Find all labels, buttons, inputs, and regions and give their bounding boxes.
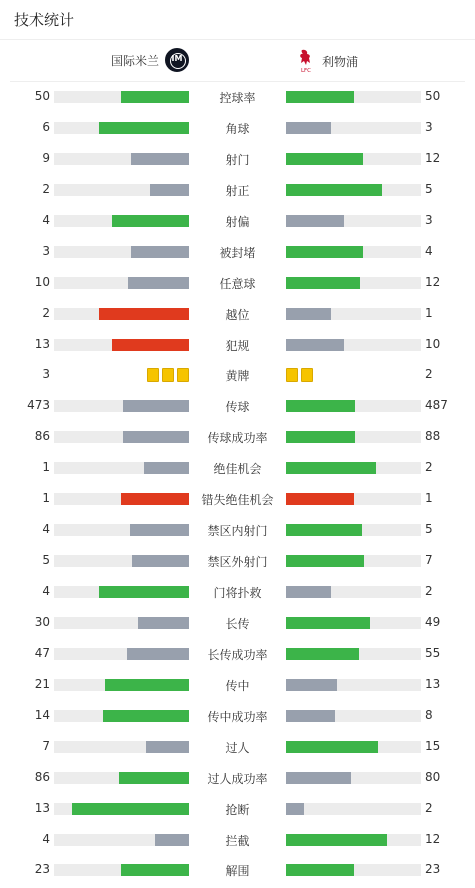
away-stat-value: 80 bbox=[425, 769, 441, 784]
away-stat-fill bbox=[286, 741, 378, 753]
stat-row bbox=[0, 82, 475, 113]
away-stat-value: 7 bbox=[425, 553, 433, 568]
home-stat-fill bbox=[72, 803, 189, 815]
stat-label: 控球率 bbox=[219, 91, 256, 105]
away-stat-value: 5 bbox=[425, 522, 433, 537]
yellow-card-icon bbox=[177, 368, 189, 382]
stat-row bbox=[0, 639, 475, 670]
away-stat-fill bbox=[286, 834, 387, 846]
home-stat-bar bbox=[54, 215, 189, 227]
away-stat-fill bbox=[286, 493, 354, 505]
stat-row bbox=[0, 732, 475, 763]
away-stat-bar bbox=[286, 339, 421, 351]
away-stat-bar bbox=[286, 431, 421, 443]
home-stat-value: 86 bbox=[34, 429, 50, 444]
home-stat-bar bbox=[54, 864, 189, 876]
away-stat-bar bbox=[286, 246, 421, 258]
stat-row bbox=[0, 453, 475, 484]
stat-row bbox=[0, 113, 475, 144]
away-stat-bar bbox=[286, 308, 421, 320]
home-stat-bar bbox=[54, 586, 189, 598]
away-stat-bar bbox=[286, 617, 421, 629]
home-stat-bar bbox=[54, 339, 189, 351]
stat-label: 长传成功率 bbox=[207, 647, 268, 662]
home-stat-bar bbox=[54, 277, 189, 289]
away-stat-fill bbox=[286, 586, 331, 598]
away-stat-bar bbox=[286, 493, 421, 505]
away-stat-value: 50 bbox=[425, 89, 441, 103]
home-stat-fill bbox=[146, 741, 189, 753]
home-stat-fill bbox=[99, 586, 189, 598]
away-yellow-cards bbox=[286, 368, 313, 382]
teams-bar bbox=[10, 40, 465, 82]
stat-row bbox=[0, 206, 475, 237]
stat-row bbox=[0, 330, 475, 361]
stat-row bbox=[0, 268, 475, 299]
home-stat-bar bbox=[54, 400, 189, 412]
stat-label: 禁区内射门 bbox=[207, 524, 268, 539]
stat-label: 抢断 bbox=[225, 802, 250, 817]
away-stat-fill bbox=[286, 864, 354, 876]
home-stat-bar bbox=[54, 524, 189, 536]
home-stat-fill bbox=[131, 246, 189, 258]
stat-row bbox=[0, 299, 475, 330]
home-stat-fill bbox=[131, 153, 189, 165]
stat-label: 射正 bbox=[225, 183, 250, 198]
stat-label: 越位 bbox=[225, 307, 250, 322]
away-stat-value: 23 bbox=[425, 862, 441, 877]
home-stat-fill bbox=[132, 555, 189, 567]
away-stat-fill bbox=[286, 339, 344, 351]
home-stat-value: 4 bbox=[42, 584, 50, 598]
away-stat-fill bbox=[286, 710, 335, 722]
away-stat-bar bbox=[286, 400, 421, 412]
away-stat-bar bbox=[286, 834, 421, 846]
away-stat-fill bbox=[286, 400, 355, 412]
home-stat-value: 14 bbox=[34, 707, 50, 722]
away-stat-value: 487 bbox=[425, 398, 448, 413]
home-stat-fill bbox=[155, 834, 189, 846]
away-stat-bar bbox=[286, 648, 421, 660]
away-stat-value: 12 bbox=[425, 831, 441, 846]
home-stat-value: 7 bbox=[42, 738, 50, 753]
stat-row bbox=[0, 422, 475, 453]
home-stat-value: 21 bbox=[34, 676, 50, 691]
away-stat-bar bbox=[286, 586, 421, 598]
home-stat-value: 9 bbox=[42, 150, 50, 165]
home-stat-bar bbox=[54, 153, 189, 165]
stat-row bbox=[0, 577, 475, 608]
away-stat-value: 2 bbox=[425, 460, 433, 475]
stat-label: 黄牌 bbox=[225, 369, 250, 384]
home-stat-bar bbox=[54, 246, 189, 258]
yellow-card-icon bbox=[301, 368, 313, 382]
stat-row bbox=[0, 855, 475, 886]
away-stat-bar bbox=[286, 864, 421, 876]
away-stat-bar bbox=[286, 803, 421, 815]
stat-label: 传中 bbox=[225, 678, 250, 693]
away-stat-fill bbox=[286, 462, 376, 474]
stat-label: 门将扑救 bbox=[213, 586, 262, 600]
stat-row bbox=[0, 237, 475, 268]
home-stat-value: 10 bbox=[34, 274, 50, 289]
home-stat-fill bbox=[99, 122, 189, 134]
away-stat-value: 12 bbox=[425, 274, 441, 289]
home-stat-value: 13 bbox=[34, 800, 50, 815]
home-stat-value: 6 bbox=[42, 119, 50, 134]
stat-row bbox=[0, 484, 475, 515]
home-team-name: 国际米兰 bbox=[110, 53, 159, 68]
stat-label: 角球 bbox=[225, 121, 250, 136]
stat-row bbox=[0, 515, 475, 546]
away-stat-fill bbox=[286, 277, 360, 289]
stat-label: 绝佳机会 bbox=[213, 462, 262, 477]
stat-label: 任意球 bbox=[219, 276, 256, 291]
yellow-card-icon bbox=[162, 368, 174, 382]
home-stat-fill bbox=[123, 400, 189, 412]
home-stat-value: 23 bbox=[34, 862, 50, 877]
stat-label: 解围 bbox=[225, 864, 250, 879]
away-stat-value: 2 bbox=[425, 800, 433, 815]
away-stat-bar bbox=[286, 184, 421, 196]
stats-header bbox=[0, 0, 475, 40]
away-stat-value: 55 bbox=[425, 645, 441, 660]
stat-label: 射偏 bbox=[225, 214, 250, 229]
away-stat-value: 88 bbox=[425, 429, 441, 444]
home-stat-bar bbox=[54, 493, 189, 505]
home-stat-value: 3 bbox=[42, 243, 50, 258]
away-stat-bar bbox=[286, 215, 421, 227]
away-stat-bar bbox=[286, 772, 421, 784]
stat-row bbox=[0, 608, 475, 639]
away-stat-value: 4 bbox=[425, 243, 433, 258]
away-team[interactable] bbox=[296, 48, 358, 74]
home-stat-value: 1 bbox=[42, 491, 50, 506]
home-stat-bar bbox=[54, 803, 189, 815]
home-stat-bar bbox=[54, 741, 189, 753]
home-stat-fill bbox=[121, 864, 189, 876]
away-stat-bar bbox=[286, 555, 421, 567]
away-stat-fill bbox=[286, 184, 382, 196]
home-stat-bar bbox=[54, 648, 189, 660]
away-stat-bar bbox=[286, 741, 421, 753]
stat-label: 禁区外射门 bbox=[207, 555, 268, 570]
away-stat-value: 1 bbox=[425, 305, 433, 320]
away-stat-value: 12 bbox=[425, 150, 441, 165]
away-stat-fill bbox=[286, 153, 363, 165]
home-stat-fill bbox=[127, 648, 189, 660]
home-stat-bar bbox=[54, 122, 189, 134]
home-stat-fill bbox=[99, 308, 189, 320]
stat-row bbox=[0, 794, 475, 825]
stat-label: 犯规 bbox=[225, 338, 250, 353]
yellow-card-icon bbox=[147, 368, 159, 382]
stat-row bbox=[0, 391, 475, 422]
home-stat-bar bbox=[54, 679, 189, 691]
stat-label: 传中成功率 bbox=[207, 709, 268, 724]
stat-label: 过人成功率 bbox=[207, 771, 268, 786]
home-stat-fill bbox=[150, 184, 189, 196]
stat-label: 被封堵 bbox=[219, 245, 256, 260]
home-stat-value: 30 bbox=[34, 614, 50, 629]
home-stat-bar bbox=[54, 617, 189, 629]
away-stat-fill bbox=[286, 555, 364, 567]
away-stat-fill bbox=[286, 246, 363, 258]
away-stat-bar bbox=[286, 710, 421, 722]
home-stat-value: 4 bbox=[42, 212, 50, 227]
home-stat-bar bbox=[54, 555, 189, 567]
stat-row bbox=[0, 360, 475, 391]
home-stat-value: 47 bbox=[34, 645, 50, 660]
yellow-card-icon bbox=[286, 368, 298, 382]
away-stat-value: 1 bbox=[425, 491, 433, 506]
home-stat-bar bbox=[54, 710, 189, 722]
home-stat-fill bbox=[119, 772, 189, 784]
home-team[interactable] bbox=[111, 48, 189, 72]
home-stat-value: 2 bbox=[42, 305, 50, 320]
home-stat-value: 13 bbox=[34, 336, 50, 351]
home-yellow-cards bbox=[147, 368, 189, 382]
away-stat-value: 15 bbox=[425, 738, 441, 753]
home-stat-fill bbox=[103, 710, 189, 722]
stats-list bbox=[0, 82, 475, 886]
away-stat-bar bbox=[286, 122, 421, 134]
home-stat-fill bbox=[121, 493, 189, 505]
home-stat-fill bbox=[130, 524, 189, 536]
away-stat-fill bbox=[286, 617, 370, 629]
home-stat-bar bbox=[54, 308, 189, 320]
home-stat-value: 473 bbox=[27, 398, 50, 413]
away-stat-value: 13 bbox=[425, 676, 441, 691]
stat-label: 传球成功率 bbox=[207, 431, 268, 446]
home-stat-value: 50 bbox=[34, 89, 50, 103]
stat-label: 拦截 bbox=[225, 833, 250, 848]
away-stat-value: 8 bbox=[425, 707, 433, 722]
home-stat-bar bbox=[54, 834, 189, 846]
home-stat-fill bbox=[144, 462, 189, 474]
away-stat-value: 49 bbox=[425, 614, 441, 629]
home-stat-value: 1 bbox=[42, 460, 50, 475]
away-stat-bar bbox=[286, 277, 421, 289]
home-stat-value: 5 bbox=[42, 553, 50, 568]
home-stat-fill bbox=[105, 679, 189, 691]
stat-label: 长传 bbox=[225, 616, 250, 631]
home-stat-bar bbox=[54, 772, 189, 784]
away-stat-value: 5 bbox=[425, 181, 433, 196]
page-title: 技术统计 bbox=[14, 11, 75, 29]
away-stat-bar bbox=[286, 679, 421, 691]
home-stat-value: 86 bbox=[34, 769, 50, 784]
stat-label: 传球 bbox=[225, 400, 250, 415]
stat-row bbox=[0, 175, 475, 206]
stat-row bbox=[0, 670, 475, 701]
home-stat-fill bbox=[112, 215, 189, 227]
home-stat-fill bbox=[128, 277, 189, 289]
away-stat-value: 3 bbox=[425, 212, 433, 227]
home-stat-value: 4 bbox=[42, 831, 50, 846]
stat-row bbox=[0, 144, 475, 175]
stat-label: 错失绝佳机会 bbox=[201, 493, 274, 508]
away-stat-bar bbox=[286, 153, 421, 165]
away-stat-fill bbox=[286, 215, 344, 227]
home-stat-value: 3 bbox=[42, 367, 50, 382]
home-stat-fill bbox=[112, 339, 189, 351]
away-stat-fill bbox=[286, 122, 331, 134]
away-team-name: 利物浦 bbox=[322, 54, 359, 69]
away-stat-fill bbox=[286, 524, 362, 536]
away-stat-value: 2 bbox=[425, 367, 433, 382]
away-stat-value: 10 bbox=[425, 336, 441, 351]
home-stat-fill bbox=[123, 431, 189, 443]
stat-row bbox=[0, 701, 475, 732]
stat-row bbox=[0, 763, 475, 794]
away-stat-fill bbox=[286, 679, 337, 691]
away-stat-bar bbox=[286, 462, 421, 474]
home-stat-value: 2 bbox=[42, 181, 50, 196]
home-stat-bar bbox=[54, 91, 189, 103]
away-stat-fill bbox=[286, 308, 331, 320]
home-stat-value: 4 bbox=[42, 522, 50, 537]
liverpool-logo-icon bbox=[296, 48, 316, 74]
away-stat-bar bbox=[286, 91, 421, 103]
stat-label: 射门 bbox=[225, 152, 250, 167]
stat-row bbox=[0, 546, 475, 577]
home-stat-bar bbox=[54, 184, 189, 196]
home-stat-fill bbox=[138, 617, 189, 629]
home-stat-fill bbox=[121, 91, 189, 103]
stat-label: 过人 bbox=[225, 740, 250, 755]
stat-row bbox=[0, 825, 475, 856]
svg-text:LFC: LFC bbox=[300, 68, 312, 74]
away-stat-bar bbox=[286, 524, 421, 536]
away-stat-fill bbox=[286, 772, 351, 784]
inter-logo-icon: IM bbox=[165, 48, 189, 72]
home-stat-bar bbox=[54, 431, 189, 443]
away-stat-value: 3 bbox=[425, 119, 433, 134]
away-stat-fill bbox=[286, 91, 354, 103]
away-stat-fill bbox=[286, 648, 359, 660]
away-stat-fill bbox=[286, 803, 304, 815]
away-stat-fill bbox=[286, 431, 355, 443]
home-stat-bar bbox=[54, 462, 189, 474]
away-stat-value: 2 bbox=[425, 584, 433, 598]
